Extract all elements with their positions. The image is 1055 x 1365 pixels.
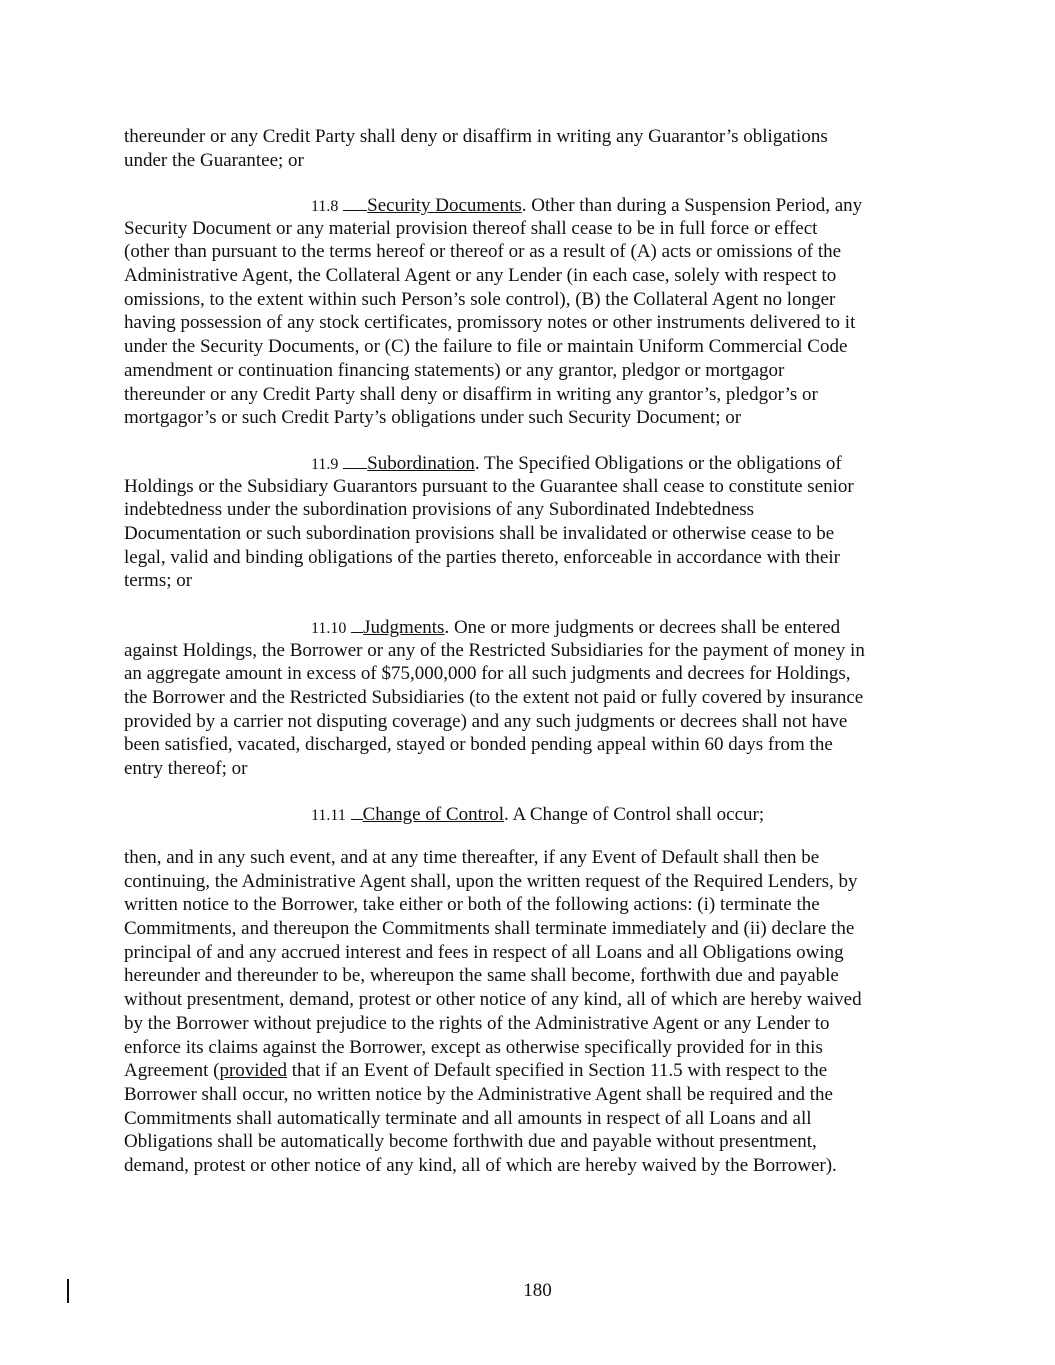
text-line	[124, 1059, 944, 1083]
text-line: thereunder or any Credit Party shall deny or disaffirm in writing any Guarantor’s obligations	[124, 126, 828, 147]
section-heading: Subordination	[367, 453, 475, 474]
text-line: Holdings or the Subsidiary Guarantors pursuant to the Guarantee shall cease to constitute senior	[124, 475, 854, 497]
section-11-10	[124, 615, 944, 781]
section-heading: Change of Control	[362, 804, 504, 825]
text-line: legal, valid and binding obligations of the parties thereto, enforceable in accordance with their	[124, 546, 840, 568]
text-line: the Borrower and the Restricted Subsidiaries (to the extent not paid or fully covered by insurance	[124, 687, 864, 709]
section-text: . Other than during a Suspension Period, any	[521, 195, 863, 216]
heading-underline-gap	[351, 615, 363, 633]
text-line: without presentment, demand, protest or other notice of any kind, all of which are hereby waived	[124, 989, 862, 1011]
text-line: provided by a carrier not disputing coverage) and any such judgments or decrees shall not have	[124, 710, 848, 732]
text-line: hereunder and thereunder to be, whereupon the same shall become, forthwith due and payable	[124, 965, 839, 987]
page-number: 180	[523, 1280, 552, 1301]
text-line: demand, protest or other notice of any kind, all of which are hereby waived by the Borrower).	[124, 1154, 837, 1176]
section-heading-line	[124, 193, 944, 217]
text-line: written notice to the Borrower, take either or both of the following actions: (i) terminate the	[124, 894, 820, 916]
section-11-11	[124, 802, 944, 826]
paragraph-continuation	[124, 125, 944, 172]
text-line: under the Security Documents, or (C) the failure to file or maintain Uniform Commercial Code	[124, 336, 848, 358]
section-text: . One or more judgments or decrees shall be entered	[444, 617, 841, 638]
text-line: thereunder or any Credit Party shall deny or disaffirm in writing any grantor’s, pledgor’s or	[124, 383, 818, 405]
text-line: Obligations shall be automatically become forthwith due and payable without presentment,	[124, 1131, 817, 1153]
text-line: by the Borrower without prejudice to the rights of the Administrative Agent or any Lender to	[124, 1012, 830, 1034]
text: that if an Event of Default specified in Section 11.5 with respect to the	[287, 1060, 828, 1082]
text-line: amendment or continuation financing statements) or any grantor, pledgor or mortgagor	[124, 359, 785, 381]
text-line: an aggregate amount in excess of $75,000,000 for all such judgments and decrees for Holdings,	[124, 663, 851, 685]
text-line: enforce its claims against the Borrower, except as otherwise specifically provided for in this	[124, 1036, 823, 1058]
section-number: 11.10	[311, 620, 347, 637]
provided-term: provided	[219, 1060, 288, 1082]
text-line: Commitments shall automatically terminate and all amounts in respect of all Loans and all	[124, 1107, 812, 1129]
text-line: continuing, the Administrative Agent shall, upon the written request of the Required Lenders, by	[124, 870, 858, 892]
text-line: Security Document or any material provision thereof shall cease to be in full force or effect	[124, 217, 818, 239]
section-heading-line	[124, 802, 944, 826]
text-line: against Holdings, the Borrower or any of the Restricted Subsidiaries for the payment of money in	[124, 639, 865, 661]
section-text: . The Specified Obligations or the obligations of	[474, 453, 842, 474]
heading-underline-gap	[351, 802, 363, 820]
section-heading-line	[124, 451, 944, 475]
text-line: terms; or	[124, 570, 193, 592]
section-11-9	[124, 451, 944, 593]
text: Agreement (	[124, 1060, 220, 1082]
heading-underline-gap	[343, 451, 367, 469]
text-line: Documentation or such subordination provisions shall be invalidated or otherwise cease to be	[124, 523, 835, 545]
text-line: then, and in any such event, and at any time thereafter, if any Event of Default shall then be	[124, 847, 820, 868]
section-heading-line	[124, 615, 944, 639]
text-line: mortgagor’s or such Credit Party’s obligations under such Security Document; or	[124, 407, 742, 429]
text-line: principal of and any accrued interest and fees in respect of all Loans and all Obligations owing	[124, 941, 844, 963]
text-line: under the Guarantee; or	[124, 149, 304, 171]
heading-underline-gap	[343, 193, 367, 211]
text-line: Administrative Agent, the Collateral Agent or any Lender (in each case, solely with respect to	[124, 265, 837, 287]
text-line: (other than pursuant to the terms hereof or thereof or as a result of (A) acts or omissions of the	[124, 241, 842, 263]
text-line: Commitments, and thereupon the Commitments shall terminate immediately and (ii) declare the	[124, 918, 855, 940]
section-heading: Judgments	[363, 617, 445, 638]
remedies-paragraph	[124, 846, 944, 1178]
section-11-8	[124, 193, 944, 430]
text-line: having possession of any stock certificates, promissory notes or other instruments delivered to it	[124, 312, 856, 334]
section-number: 11.8	[311, 198, 339, 215]
section-heading: Security Documents	[367, 195, 522, 216]
text-line: indebtedness under the subordination provisions of any Subordinated Indebtedness	[124, 499, 755, 521]
text-line: Borrower shall occur, no written notice by the Administrative Agent shall be required and the	[124, 1083, 833, 1105]
text-line: omissions, to the extent within such Person’s sole control), (B) the Collateral Agent no longer	[124, 288, 836, 310]
text-line: been satisfied, vacated, discharged, stayed or bonded pending appeal within 60 days from the	[124, 734, 833, 756]
section-number: 11.11	[311, 807, 346, 824]
section-number: 11.9	[311, 456, 339, 473]
section-text: . A Change of Control shall occur;	[504, 804, 765, 825]
text-line: entry thereof; or	[124, 758, 248, 780]
